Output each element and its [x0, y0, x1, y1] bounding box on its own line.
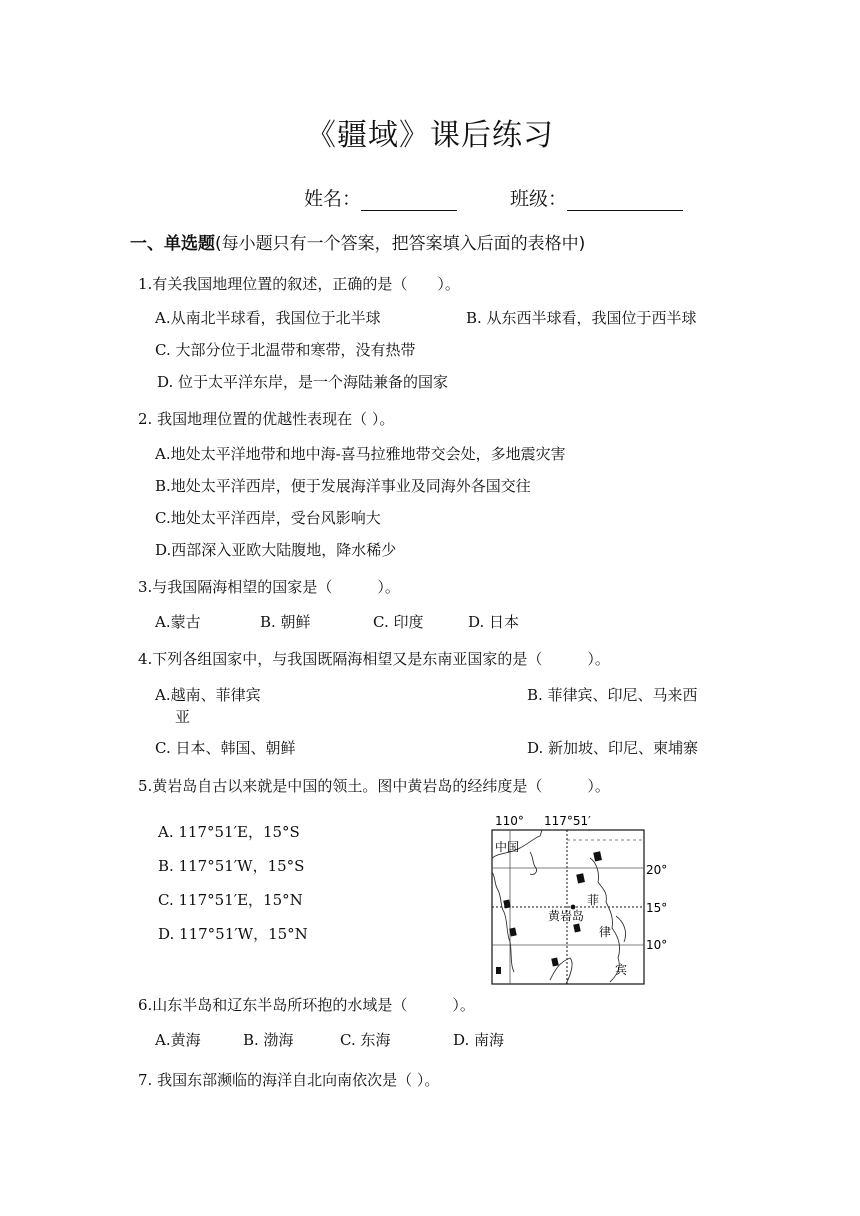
hainan-island — [530, 852, 537, 875]
class-label: 班级： — [510, 188, 568, 210]
q4-option-a: A.越南、菲律宾 — [155, 686, 261, 704]
vietnam-coastline — [492, 872, 514, 972]
lat-label-10: 10° — [646, 938, 668, 952]
q3-option-b: B. 朝鲜 — [260, 613, 311, 631]
question-1-stem: 1.有关我国地理位置的叙述，正确的是（ ）。 — [138, 275, 460, 293]
marker-6 — [551, 957, 559, 966]
q1-option-a: A.从南北半球看，我国位于北半球 — [155, 309, 381, 327]
q4-option-c: C. 日本、韩国、朝鲜 — [155, 739, 296, 757]
q3-option-d: D. 日本 — [468, 613, 520, 631]
q6-option-d: D. 南海 — [453, 1031, 505, 1049]
marker-1 — [593, 851, 602, 861]
lon-label-110: 110° — [495, 814, 524, 828]
label-huangyan: 黄岩岛 — [548, 909, 585, 923]
q5-option-a: A. 117°51′E，15°S — [158, 823, 300, 841]
q2-option-d: D.西部深入亚欧大陆腹地，降水稀少 — [155, 541, 397, 559]
q6-option-a: A.黄海 — [155, 1031, 201, 1049]
name-blank[interactable] — [361, 190, 457, 211]
q6-option-b: B. 渤海 — [243, 1031, 294, 1049]
question-3-stem: 3.与我国隔海相望的国家是（ ）。 — [138, 578, 400, 596]
lon-label-117: 117°51′ — [544, 814, 591, 828]
lat-label-20: 20° — [646, 863, 668, 877]
q1-option-b: B. 从东西半球看，我国位于西半球 — [466, 309, 697, 327]
label-bin: 宾 — [615, 963, 628, 977]
q4-option-b-wrap: 亚 — [175, 708, 191, 726]
q5-option-c: C. 117°51′E，15°N — [158, 891, 303, 909]
section-title: 一、单选题 — [130, 234, 215, 254]
huangyan-island-map — [490, 812, 670, 988]
class-blank[interactable] — [567, 190, 683, 211]
name-label: 姓名： — [304, 188, 362, 210]
question-2-stem: 2. 我国地理位置的优越性表现在（ ）。 — [138, 410, 395, 428]
name-field — [304, 184, 457, 211]
q2-option-a: A.地处太平洋地带和地中海-喜马拉雅地带交会处，多地震灾害 — [155, 445, 566, 463]
q4-option-d: D. 新加坡、印尼、柬埔寨 — [527, 739, 699, 757]
q3-option-c: C. 印度 — [373, 613, 424, 631]
question-6-stem: 6.山东半岛和辽东半岛所环抱的水域是（ ）。 — [138, 996, 475, 1014]
marker-2 — [576, 873, 585, 883]
q1-option-d: D. 位于太平洋东岸，是一个海陆兼备的国家 — [157, 373, 449, 391]
lat-label-15: 15° — [646, 901, 668, 915]
page-title: 《疆域》课后练习 — [306, 118, 554, 153]
label-lv: 律 — [599, 925, 612, 939]
q5-option-b: B. 117°51′W，15°S — [158, 857, 305, 875]
question-7-stem: 7. 我国东部濒临的海洋自北向南依次是（ ）。 — [138, 1071, 440, 1089]
q5-option-d: D. 117°51′W，15°N — [158, 925, 308, 943]
marker-7 — [496, 967, 501, 974]
question-5-stem: 5.黄岩岛自古以来就是中国的领土。图中黄岩岛的经纬度是（ ）。 — [138, 777, 610, 795]
label-fei: 菲 — [587, 893, 600, 907]
label-china: 中国 — [495, 840, 520, 854]
section-heading — [130, 229, 585, 254]
question-4-stem: 4.下列各组国家中，与我国既隔海相望又是东南亚国家的是（ ）。 — [138, 650, 610, 668]
marker-4 — [573, 923, 581, 932]
section-note: (每小题只有一个答案，把答案填入后面的表格中) — [215, 234, 586, 254]
q3-option-a: A.蒙古 — [155, 613, 201, 631]
q2-option-c: C.地处太平洋西岸，受台风影响大 — [155, 509, 381, 527]
class-field — [510, 184, 683, 211]
q2-option-b: B.地处太平洋西岸，便于发展海洋事业及同海外各国交往 — [155, 477, 531, 495]
q4-option-b: B. 菲律宾、印尼、马来西 — [527, 686, 698, 704]
q6-option-c: C. 东海 — [340, 1031, 391, 1049]
q1-option-c: C. 大部分位于北温带和寒带，没有热带 — [155, 341, 416, 359]
